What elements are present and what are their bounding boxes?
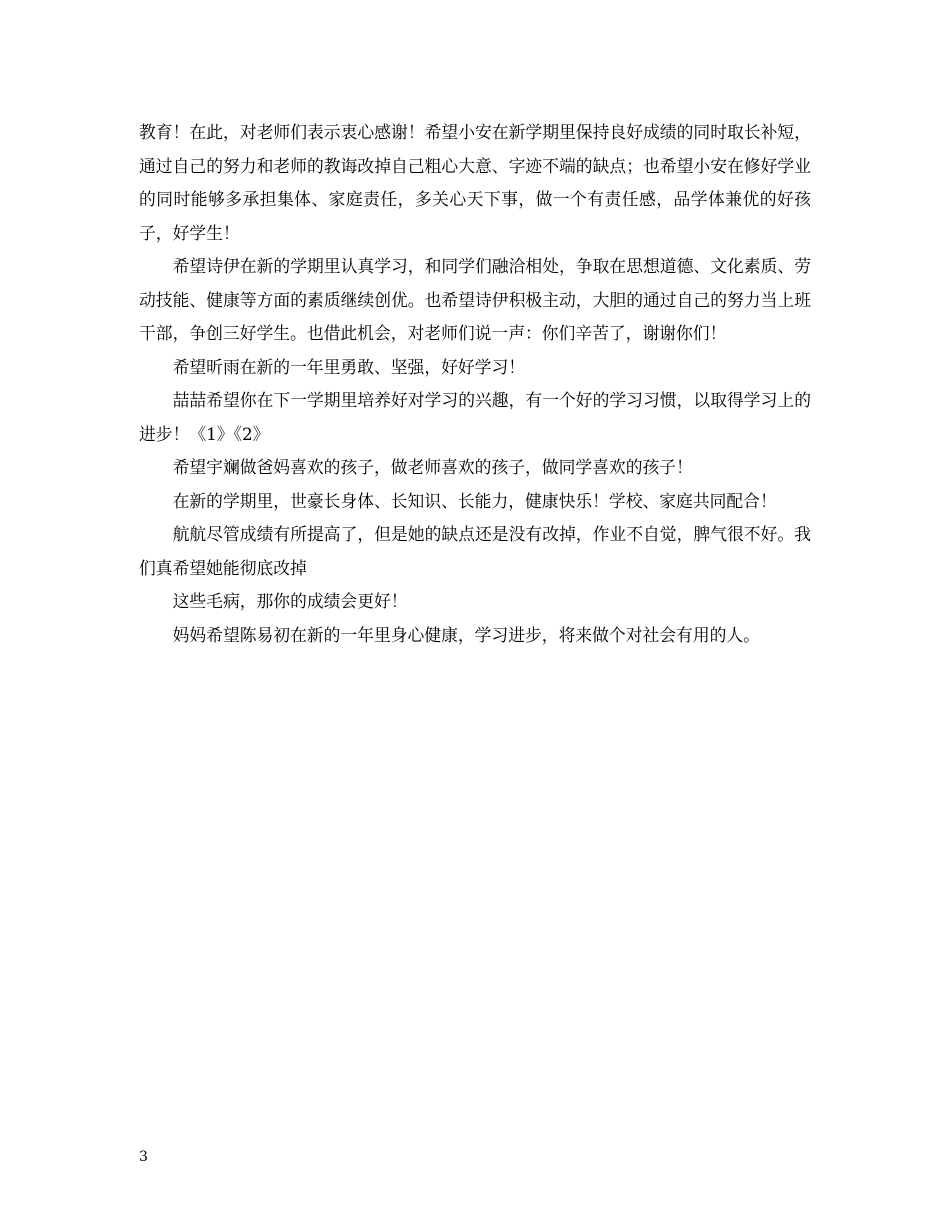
paragraph-zhezhe: 喆喆希望你在下一学期里培养好对学习的兴趣，有一个好的学习习惯，以取得学习上的进步！《1》《2》 bbox=[139, 390, 811, 444]
paragraph-chenyichu: 妈妈希望陈易初在新的一年里身心健康，学习进步，将来做个对社会有用的人。 bbox=[172, 624, 760, 645]
page-number: 3 bbox=[139, 1149, 148, 1165]
paragraph-shihao: 在新的学期里，世豪长身体、长知识、长能力，健康快乐！学校、家庭共同配合！ bbox=[172, 490, 777, 511]
paragraph-hanghang: 航航尽管成绩有所提高了，但是她的缺点还是没有改掉，作业不自觉，脾气很不好。我们真希望她能彻底改掉 bbox=[139, 524, 811, 578]
paragraph-shiyi: 希望诗伊在新的学期里认真学习，和同学们融洽相处，争取在思想道德、文化素质、劳动技能、健康等方面的素质继续创优。也希望诗伊积极主动，大胆的通过自己的努力当上班干部，争创三好学生。也借此机会，对老师们说一声：你们辛苦了，谢谢你们！ bbox=[139, 256, 811, 343]
paragraph-hanghang-continued: 这些毛病，那你的成绩会更好！ bbox=[172, 591, 408, 611]
paragraph-xinyu: 希望昕雨在新的一年里勇敢、坚强，好好学习！ bbox=[172, 356, 526, 377]
paragraph-continuation: 教育！在此，对老师们表示衷心感谢！希望小安在新学期里保持良好成绩的同时取长补短，通过自己的努力和老师的教诲改掉自己粗心大意、字迹不端的缺点；也希望小安在修好学业的同时能够多承担集体、家庭责任，多关心天下事，做一个有责任感，品学体兼优的好孩子，好学生！ bbox=[139, 122, 811, 243]
paragraph-yulan: 希望宇斓做爸妈喜欢的孩子，做老师喜欢的孩子，做同学喜欢的孩子！ bbox=[172, 457, 693, 477]
document-body bbox=[139, 116, 811, 652]
